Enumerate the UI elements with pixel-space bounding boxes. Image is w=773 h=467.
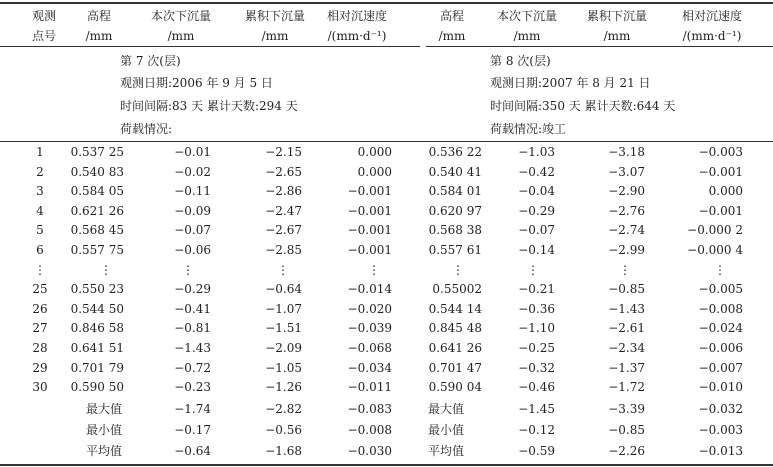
info-rule (0, 141, 773, 142)
summary-cell: −0.64 (174, 444, 211, 458)
table-cell: −0.01 (174, 145, 211, 159)
left-interval: 时间间隔:83 天 累计天数:294 天 (120, 99, 298, 113)
header-point-id-2: 点号 (31, 29, 57, 43)
table-cell: 0.544 50 (70, 301, 124, 316)
summary-cell: 最大值 (428, 402, 465, 416)
summary-cell: −0.013 (698, 444, 743, 458)
table-cell: −0.008 (698, 301, 743, 316)
table-cell: −0.001 (698, 164, 743, 179)
header-unit-cumulative-2: /mm (603, 29, 631, 43)
table-cell: 5 (36, 223, 44, 238)
table-cell: −1.05 (265, 360, 302, 375)
header-cumulative-settlement: 累积下沉量 (244, 9, 306, 23)
header-elevation: 高程 (86, 9, 112, 23)
right-period: 第 8 次(层) (490, 54, 551, 68)
table-cell: −2.67 (265, 223, 302, 238)
table-cell: −1.51 (265, 321, 302, 336)
table-cell: 0.540 41 (428, 164, 482, 179)
table-cell: 30 (32, 380, 48, 395)
header-unit-rate: /(mm·d⁻¹) (327, 29, 387, 43)
table-cell: −0.04 (518, 184, 555, 199)
summary-cell: −0.083 (347, 402, 392, 416)
table-cell: 0.701 79 (70, 360, 124, 375)
summary-cell: −0.56 (265, 423, 302, 437)
table-cell: −0.020 (347, 301, 392, 316)
summary-cell: −0.12 (518, 423, 555, 437)
table-cell: −2.61 (608, 321, 645, 336)
table-cell: 0.55002 (432, 282, 482, 297)
table-cell: −0.09 (174, 203, 211, 218)
table-cell: 25 (32, 282, 48, 297)
table-cell: 28 (32, 341, 48, 355)
table-cell: 0.557 61 (428, 243, 482, 257)
table-cell: −2.85 (265, 243, 302, 257)
table-cell: −0.64 (265, 282, 302, 297)
table-cell: −0.000 4 (687, 243, 743, 257)
table-cell: −1.43 (608, 301, 645, 316)
table-cell: −3.18 (608, 145, 645, 159)
bottom-rule (0, 464, 773, 466)
header-unit-rate-2: /(mm·d⁻¹) (682, 29, 742, 43)
table-cell: 0.000 (357, 145, 392, 159)
table-cell: −1.03 (518, 145, 555, 159)
table-cell: −1.43 (174, 341, 211, 355)
table-cell: −0.07 (518, 223, 555, 238)
table-cell: −2.90 (608, 184, 645, 199)
table-cell: −2.86 (265, 184, 302, 199)
right-interval: 时间间隔:350 天 累计天数:644 天 (490, 99, 676, 113)
table-cell: −0.14 (518, 243, 555, 257)
table-cell: 26 (32, 301, 48, 316)
table-cell: 0.544 14 (428, 301, 482, 316)
summary-cell: −2.82 (265, 402, 302, 416)
table-cell: −1.10 (518, 321, 555, 336)
table-cell: −0.81 (174, 321, 211, 336)
table-cell: −0.25 (518, 341, 555, 355)
header-unit-current-2: /mm (513, 29, 541, 43)
right-date: 观测日期:2007 年 8 月 21 日 (490, 76, 651, 90)
table-cell: 0.568 38 (428, 223, 482, 238)
summary-cell: 平均值 (86, 444, 123, 458)
header-rule-left (0, 46, 420, 47)
table-cell: −0.02 (174, 164, 211, 179)
table-cell: −0.06 (174, 243, 211, 257)
table-cell: ⋮ (277, 262, 289, 277)
header-unit-cumulative: /mm (261, 29, 289, 43)
summary-cell: −0.003 (698, 423, 743, 437)
table-cell: 0.846 58 (70, 321, 124, 336)
table-cell: ⋮ (619, 262, 631, 277)
table-cell: −0.001 (347, 184, 392, 199)
table-cell: 0.000 (357, 164, 392, 179)
header-relative-rate-2: 相对沉速度 (681, 9, 743, 23)
table-cell: −0.21 (518, 282, 555, 297)
table-cell: ⋮ (714, 262, 726, 277)
table-cell: 0.550 23 (70, 282, 124, 297)
summary-cell: −1.68 (265, 444, 302, 458)
table-cell: ⋮ (452, 262, 464, 277)
table-cell: ⋮ (34, 262, 46, 277)
table-cell: −0.024 (698, 321, 743, 336)
summary-cell: −0.030 (347, 444, 392, 458)
table-cell: 0.641 26 (428, 341, 482, 355)
table-cell: 2 (36, 164, 44, 179)
summary-cell: 最大值 (86, 402, 123, 416)
header-unit-elevation: /mm (85, 29, 113, 43)
header-rule-right (426, 46, 773, 47)
table-cell: −2.99 (608, 243, 645, 257)
table-cell: −0.007 (698, 360, 743, 375)
table-cell: −0.07 (174, 223, 211, 238)
header-current-settlement-2: 本次下沉量 (496, 9, 558, 23)
table-cell: 0.568 45 (70, 223, 124, 238)
table-cell: −2.47 (265, 203, 302, 218)
summary-cell: −1.45 (518, 402, 555, 416)
table-cell: ⋮ (368, 262, 380, 277)
table-cell: −0.11 (174, 184, 211, 199)
table-cell: −0.72 (174, 360, 211, 375)
table-cell: 0.537 25 (70, 145, 124, 159)
table-cell: −0.034 (347, 360, 392, 375)
table-cell: −0.46 (518, 380, 555, 395)
table-cell: 27 (32, 321, 48, 336)
summary-cell: −0.85 (608, 423, 645, 437)
table-cell: 0.540 83 (70, 164, 124, 179)
header-unit-elevation-2: /mm (438, 29, 466, 43)
summary-cell: −2.26 (608, 444, 645, 458)
table-cell: −2.34 (608, 341, 645, 355)
table-cell: 4 (36, 203, 44, 218)
table-cell: −0.039 (347, 321, 392, 336)
table-cell: 29 (32, 360, 48, 375)
table-cell: 0.590 50 (70, 380, 124, 395)
right-load: 荷载情况:竣工 (490, 122, 567, 136)
left-period: 第 7 次(层) (120, 54, 181, 68)
table-cell: −0.36 (518, 301, 555, 316)
table-cell: −0.42 (518, 164, 555, 179)
left-date: 观测日期:2006 年 9 月 5 日 (120, 76, 273, 90)
table-cell: −0.003 (698, 145, 743, 159)
table-cell: 0.620 97 (428, 203, 482, 218)
header-unit-current: /mm (167, 29, 195, 43)
summary-cell: 最小值 (86, 423, 123, 437)
table-cell: 6 (36, 243, 44, 257)
top-rule (0, 2, 773, 4)
table-cell: −0.001 (347, 203, 392, 218)
table-cell: −1.37 (608, 360, 645, 375)
header-elevation-2: 高程 (439, 9, 465, 23)
table-cell: ⋮ (100, 262, 112, 277)
summary-cell: 平均值 (428, 444, 465, 458)
summary-cell: −0.59 (518, 444, 555, 458)
table-cell: ⋮ (527, 262, 539, 277)
table-cell: 0.590 04 (428, 380, 482, 395)
table-cell: −1.26 (265, 380, 302, 395)
header-current-settlement: 本次下沉量 (150, 9, 212, 23)
table-cell: 0.536 22 (428, 145, 482, 159)
table-cell: −2.15 (265, 145, 302, 159)
table-cell: 0.584 01 (428, 184, 482, 199)
table-cell: 3 (36, 184, 44, 199)
header-point-id: 观测 (31, 9, 57, 23)
summary-cell: −1.74 (174, 402, 211, 416)
summary-cell: −3.39 (608, 402, 645, 416)
header-relative-rate: 相对沉速度 (326, 9, 388, 23)
table-cell: −0.41 (174, 301, 211, 316)
summary-cell: −0.17 (174, 423, 211, 437)
table-cell: 0.845 48 (428, 321, 482, 336)
table-cell: −0.85 (608, 282, 645, 297)
table-cell: −0.011 (347, 380, 392, 395)
table-cell: 0.000 (708, 184, 743, 199)
table-cell: −0.005 (698, 282, 743, 297)
table-cell: −0.29 (174, 282, 211, 297)
table-cell: 0.584 05 (70, 184, 124, 199)
summary-cell: 最小值 (428, 423, 465, 437)
table-cell: −0.001 (347, 243, 392, 257)
header-cumulative-settlement-2: 累积下沉量 (586, 9, 648, 23)
table-cell: −0.32 (518, 360, 555, 375)
left-load: 荷载情况: (120, 122, 173, 136)
table-cell: −0.014 (347, 282, 392, 297)
table-cell: −0.001 (698, 203, 743, 218)
table-cell: −0.010 (698, 380, 743, 395)
table-cell: −0.006 (698, 341, 743, 355)
table-cell: 0.621 26 (70, 203, 124, 218)
table-cell: 0.641 51 (70, 341, 124, 355)
table-cell: −0.000 2 (687, 223, 743, 238)
table-cell: −3.07 (608, 164, 645, 179)
table-cell: −0.23 (174, 380, 211, 395)
table-cell: ⋮ (182, 262, 194, 277)
table-cell: −0.29 (518, 203, 555, 218)
table-cell: −2.65 (265, 164, 302, 179)
table-cell: 0.557 75 (70, 243, 124, 257)
table-cell: −2.76 (608, 203, 645, 218)
table-cell: −2.09 (265, 341, 302, 355)
table-cell: −0.068 (347, 341, 392, 355)
table-cell: 1 (36, 145, 44, 159)
table-cell: −1.72 (608, 380, 645, 395)
table-cell: −1.07 (265, 301, 302, 316)
summary-cell: −0.032 (698, 402, 743, 416)
table-cell: −2.74 (608, 223, 645, 238)
table-cell: −0.001 (347, 223, 392, 238)
summary-cell: −0.008 (347, 423, 392, 437)
table-cell: 0.701 47 (428, 360, 482, 375)
